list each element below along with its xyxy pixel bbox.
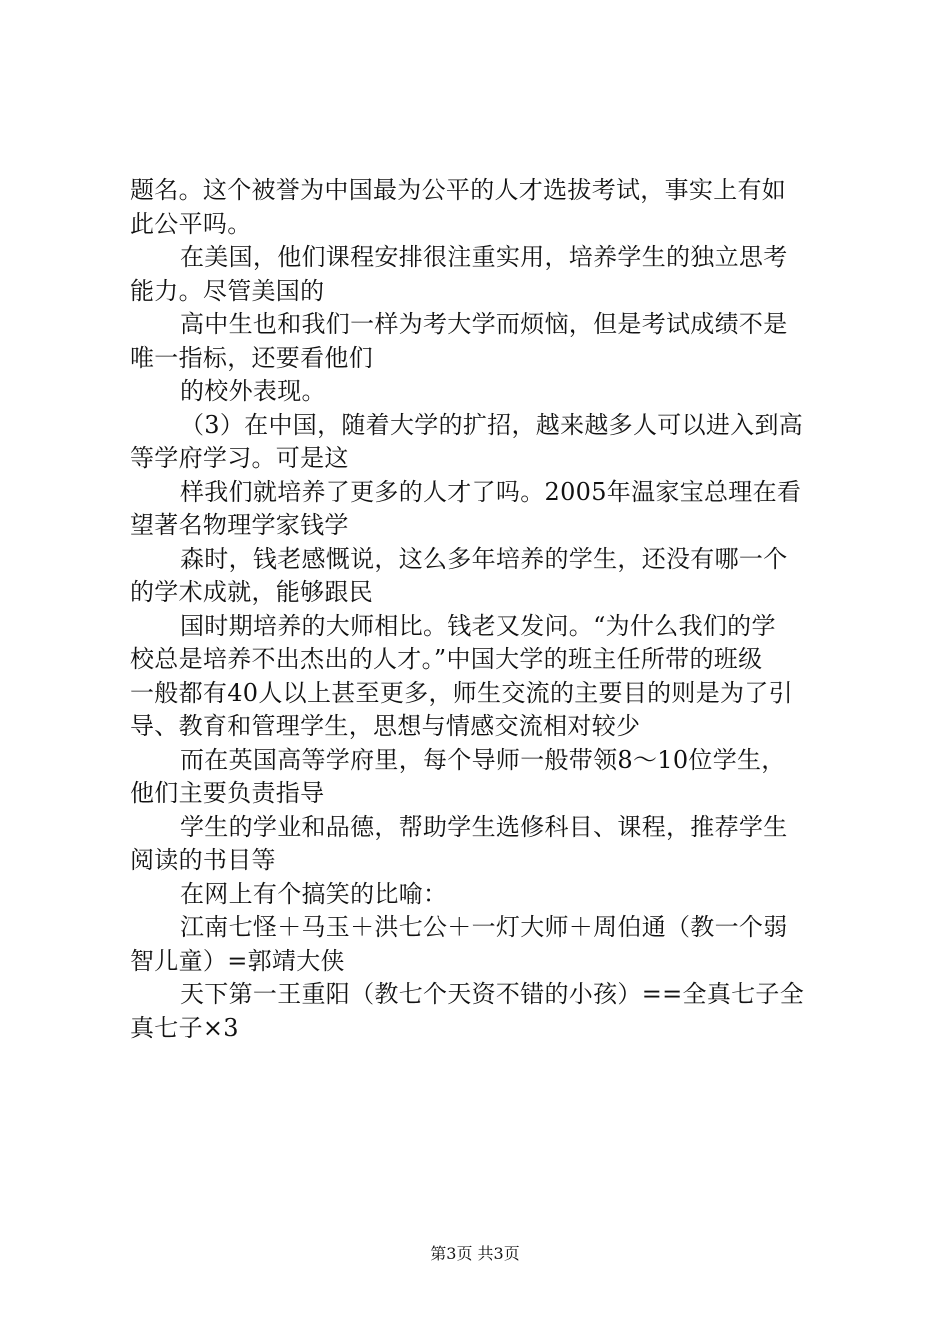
text-line: 阅读的书目等 [130, 846, 276, 874]
text-line: 导、教育和管理学生，思想与情感交流相对较少 [130, 712, 641, 740]
text-line: 的学术成就，能够跟民 [130, 578, 373, 606]
text-line: 在美国，他们课程安排很注重实用，培养学生的独立思考 [180, 243, 788, 271]
text-line: 此公平吗。 [130, 209, 252, 238]
text-line: 题名。这个被誉为中国最为公平的人才选拔考试，事实上有如 [130, 176, 787, 204]
text-line: 天下第一王重阳（教七个天资不错的小孩）==全真七子全 [180, 980, 805, 1008]
page-footer: 第3页 共3页 [430, 1244, 520, 1263]
text-line: 高中生也和我们一样为考大学而烦恼，但是考试成绩不是 [180, 310, 788, 338]
text-line: 智儿童）=郭靖大侠 [130, 946, 345, 975]
text-line: 能力。尽管美国的 [130, 276, 325, 305]
text-line: 他们主要负责指导 [130, 779, 325, 807]
text-line: 一般都有40人以上甚至更多，师生交流的主要目的则是为了引 [130, 678, 793, 707]
text-line: 真七子×3 [130, 1013, 239, 1042]
text-line: （3）在中国，随着大学的扩招，越来越多人可以进入到高 [180, 410, 804, 439]
text-line: 森时，钱老感慨说，这么多年培养的学生，还没有哪一个 [180, 544, 788, 573]
text-line: 唯一指标，还要看他们 [130, 343, 373, 372]
text-line: 望著名物理学家钱学 [130, 511, 349, 539]
body-text [130, 174, 835, 1045]
text-line: 而在英国高等学府里，每个导师一般带领8～10位学生， [180, 745, 786, 774]
text-line: 学生的学业和品德，帮助学生选修科目、课程，推荐学生 [180, 812, 788, 841]
text-line: 的校外表现。 [180, 377, 326, 405]
text-line: 国时期培养的大师相比。钱老又发问。“为什么我们的学 [180, 611, 776, 640]
text-line: 在网上有个搞笑的比喻： [180, 879, 448, 908]
text-line: 江南七怪＋马玉＋洪七公＋一灯大师＋周伯通（教一个弱 [180, 913, 788, 941]
text-line: 校总是培养不出杰出的人才。”中国大学的班主任所带的班级 [130, 645, 763, 673]
text-line: 等学府学习。可是这 [130, 444, 349, 472]
text-line: 样我们就培养了更多的人才了吗。2005年温家宝总理在看 [180, 477, 802, 506]
